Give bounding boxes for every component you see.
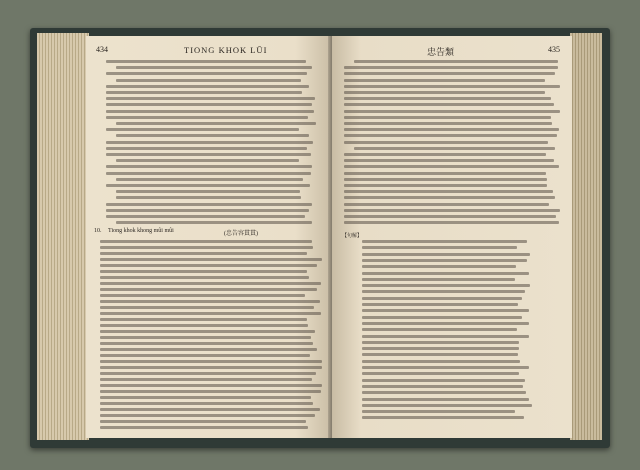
text-line	[344, 128, 559, 131]
text-line	[344, 172, 546, 175]
text-line	[362, 246, 517, 249]
text-line	[100, 384, 322, 387]
text-line	[100, 324, 308, 327]
text-line	[362, 335, 529, 338]
text-line	[116, 122, 316, 125]
text-line	[344, 79, 545, 82]
text-line	[100, 306, 314, 309]
text-line	[106, 85, 309, 88]
text-line	[344, 116, 551, 119]
text-line	[106, 209, 309, 212]
text-line	[106, 97, 315, 100]
text-line	[344, 66, 558, 69]
text-line	[344, 209, 560, 212]
text-line	[344, 141, 548, 144]
text-line	[100, 378, 312, 381]
left-running-title: TIONG KHOK LŪI	[184, 45, 268, 55]
text-line	[362, 404, 532, 407]
text-line	[344, 221, 559, 224]
left-page-number: 434	[96, 45, 108, 54]
text-line	[116, 190, 300, 193]
text-line	[100, 402, 313, 405]
text-line	[362, 360, 520, 363]
right-page	[332, 36, 572, 438]
text-line	[100, 288, 317, 291]
text-line	[362, 259, 527, 262]
text-line	[362, 379, 525, 382]
text-line	[100, 414, 315, 417]
text-line	[100, 348, 317, 351]
text-line	[106, 165, 312, 168]
text-line	[344, 72, 555, 75]
text-line	[362, 265, 516, 268]
text-line	[100, 246, 313, 249]
text-line	[362, 398, 529, 401]
text-line	[100, 354, 310, 357]
text-line	[362, 272, 529, 275]
text-line	[362, 240, 527, 243]
text-line	[344, 110, 560, 113]
text-line	[106, 184, 310, 187]
text-line	[106, 153, 311, 156]
text-line	[100, 294, 305, 297]
right-list-label: 【句解】	[342, 234, 363, 239]
text-line	[100, 300, 320, 303]
text-line	[344, 153, 546, 156]
text-line	[362, 391, 526, 394]
text-line	[344, 103, 554, 106]
text-line	[344, 134, 557, 137]
text-line	[362, 322, 529, 325]
text-line	[362, 316, 522, 319]
text-line	[362, 341, 519, 344]
text-line	[100, 240, 312, 243]
text-line	[116, 159, 299, 162]
text-line	[100, 396, 311, 399]
text-line	[362, 353, 518, 356]
left-section-number: 10.	[94, 228, 102, 234]
text-line	[362, 328, 517, 331]
text-line	[106, 203, 312, 206]
text-line	[106, 141, 313, 144]
text-line	[354, 147, 555, 150]
text-line	[116, 221, 312, 224]
text-line	[100, 390, 321, 393]
text-line	[100, 330, 315, 333]
text-line	[100, 426, 308, 429]
text-line	[106, 147, 307, 150]
text-line	[100, 336, 311, 339]
text-line	[362, 290, 525, 293]
left-page-edges	[37, 33, 89, 440]
text-line	[344, 203, 549, 206]
text-line	[100, 312, 321, 315]
text-line	[100, 276, 309, 279]
left-section-title-cjk: (忠告容貫貫)	[224, 231, 258, 237]
text-line	[100, 372, 316, 375]
text-line	[106, 172, 311, 175]
right-page-edges	[570, 33, 602, 440]
text-line	[362, 253, 530, 256]
text-line	[100, 318, 307, 321]
text-line	[362, 410, 515, 413]
text-line	[344, 196, 555, 199]
text-line	[344, 159, 554, 162]
text-line	[106, 215, 305, 218]
text-line	[106, 72, 307, 75]
text-line	[100, 342, 313, 345]
text-line	[362, 347, 519, 350]
text-line	[362, 385, 523, 388]
text-line	[362, 297, 522, 300]
text-line	[344, 122, 552, 125]
text-line	[106, 91, 302, 94]
text-line	[106, 60, 306, 63]
text-line	[344, 85, 560, 88]
text-line	[362, 278, 515, 281]
text-line	[354, 60, 558, 63]
text-line	[116, 178, 303, 181]
text-line	[100, 264, 317, 267]
text-line	[362, 416, 524, 419]
left-page	[86, 36, 332, 438]
text-line	[344, 178, 547, 181]
text-line	[100, 252, 307, 255]
text-line	[116, 66, 312, 69]
text-line	[100, 258, 322, 261]
text-line	[362, 284, 530, 287]
text-line	[100, 420, 306, 423]
left-section-title: Tiong khok khong mûi mûi	[108, 228, 174, 234]
text-line	[100, 282, 321, 285]
text-line	[344, 215, 556, 218]
right-running-title: 忠告類	[427, 47, 455, 57]
text-line	[106, 128, 299, 131]
text-line	[344, 97, 551, 100]
text-line	[344, 165, 559, 168]
text-line	[100, 408, 320, 411]
text-line	[100, 360, 322, 363]
text-line	[362, 372, 519, 375]
text-line	[344, 190, 553, 193]
text-line	[106, 110, 314, 113]
text-line	[116, 196, 301, 199]
text-line	[106, 116, 308, 119]
right-page-number: 435	[548, 45, 560, 54]
text-line	[362, 303, 518, 306]
text-line	[100, 270, 307, 273]
text-line	[106, 103, 312, 106]
text-line	[362, 366, 529, 369]
text-line	[116, 79, 301, 82]
text-line	[362, 309, 529, 312]
text-line	[100, 366, 322, 369]
text-line	[344, 91, 545, 94]
text-line	[344, 184, 547, 187]
text-line	[116, 134, 309, 137]
